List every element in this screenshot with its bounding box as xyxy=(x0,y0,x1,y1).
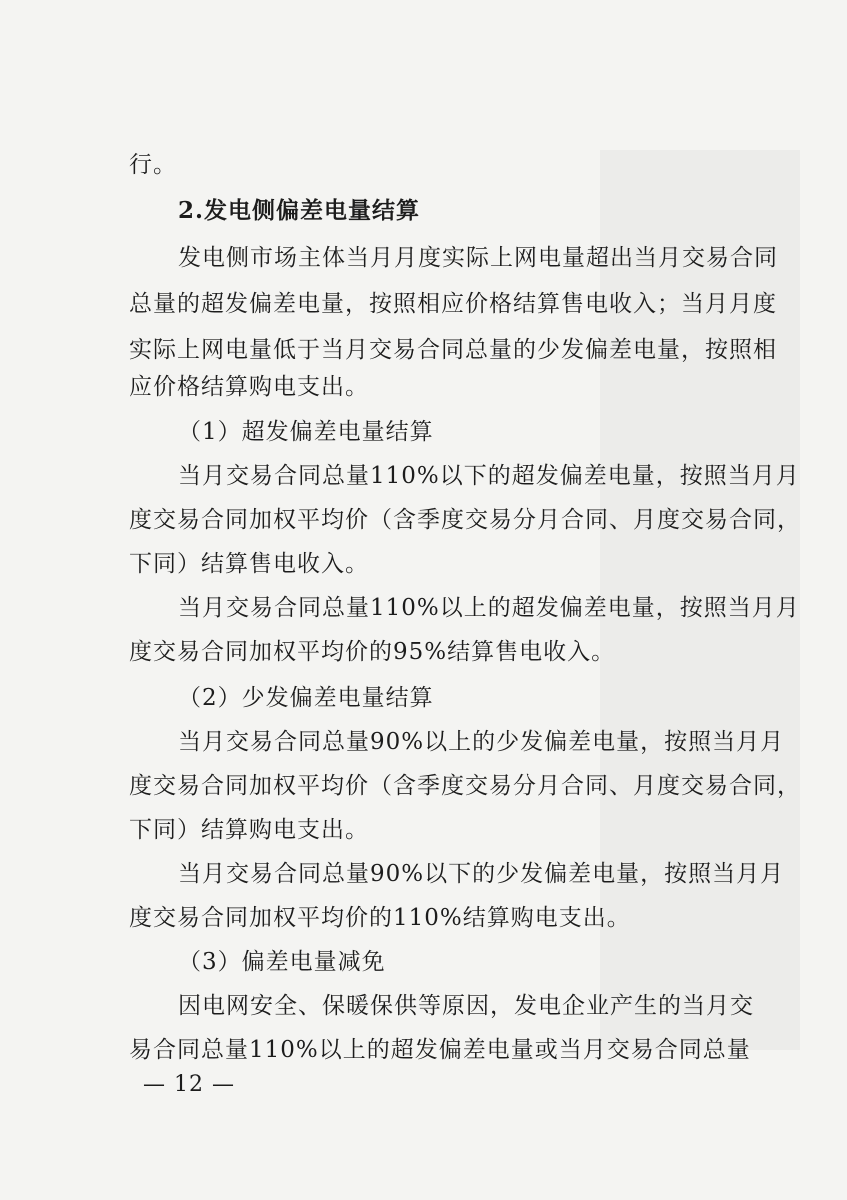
text-line: 总量的超发偏差电量，按照相应价格结算售电收入；当月月度 xyxy=(129,291,777,317)
text-line: 度交易合同加权平均价（含季度交易分月合同、月度交易合同， xyxy=(129,773,801,799)
text-line: 当月交易合同总量90%以下的少发偏差电量，按照当月月 xyxy=(178,861,785,887)
text-line: 度交易合同加权平均价（含季度交易分月合同、月度交易合同， xyxy=(129,507,801,533)
page-number: — 12 — xyxy=(143,1072,235,1097)
text-line: 当月交易合同总量110%以下的超发偏差电量，按照当月月 xyxy=(178,463,800,489)
subsection-heading: （2）少发偏差电量结算 xyxy=(178,685,434,711)
text-line: 实际上网电量低于当月交易合同总量的少发偏差电量，按照相 xyxy=(129,337,777,363)
section-heading: 2.发电侧偏差电量结算 xyxy=(178,197,421,224)
text-line: 当月交易合同总量90%以上的少发偏差电量，按照当月月 xyxy=(178,729,785,755)
text-line: 应价格结算购电支出。 xyxy=(129,374,369,400)
text-line: 度交易合同加权平均价的95%结算售电收入。 xyxy=(129,639,616,665)
text-line: 下同）结算购电支出。 xyxy=(129,817,369,843)
text-line: 下同）结算售电收入。 xyxy=(129,551,369,577)
text-line: 当月交易合同总量110%以上的超发偏差电量，按照当月月 xyxy=(178,595,800,621)
subsection-heading: （1）超发偏差电量结算 xyxy=(178,419,434,445)
text-line: 度交易合同加权平均价的110%结算购电支出。 xyxy=(129,905,631,931)
text-line: 行。 xyxy=(129,152,177,178)
text-line: 因电网安全、保暖保供等原因，发电企业产生的当月交 xyxy=(178,993,754,1019)
text-line: 发电侧市场主体当月月度实际上网电量超出当月交易合同 xyxy=(178,245,778,271)
text-line: 易合同总量110%以上的超发偏差电量或当月交易合同总量 xyxy=(129,1037,751,1063)
subsection-heading: （3）偏差电量减免 xyxy=(178,949,386,975)
